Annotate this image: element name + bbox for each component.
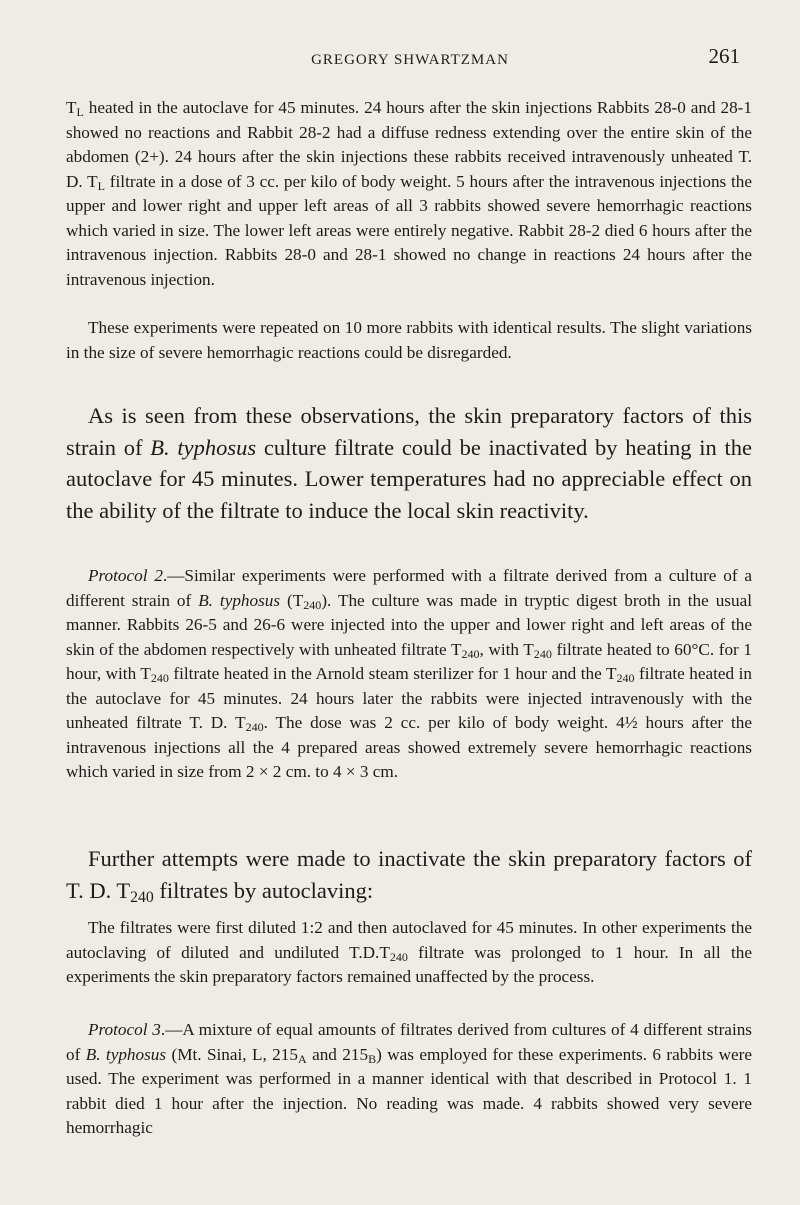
paragraph-further-attempts: Further attempts were made to inactivate the skin preparatory factors of T. D. $T_{240}$ filtrates by autoclaving: (66, 846, 752, 906)
paragraph-protocol-2: Protocol 2.—Similar experiments were performed with a filtrate derived from a culture of a different strain of B. typhosus $(T_{240})$. The culture was made in tryptic digest broth in the usual manner. Rabbits 26-5 and 26-6 were injected into the upper and lower right and left areas of the skin of the abdomen respectively with unheated filtrate $T_{240}$, with $T_{240}$ filtrate heated to 60°C. for 1 hour, with $T_{240}$ filtrate heated in the Arnold steam sterilizer for 1 hour and the $T_{240}$ filtrate heated in the autoclave for 45 minutes. 24 hours later the rabbits were injected intravenously with the unheated filtrate T. D. $T_{240}$. The dose was 2 cc. per kilo of body weight. 4½ hours after the intravenous injections all the 4 prepared areas showed extremely severe hemorrhagic reactions which varied in size from 2 × 2 cm. to 4 × 3 cm. (66, 566, 753, 781)
paragraph-repeated-experiments: These experiments were repeated on 10 more rabbits with identical results. The slight variations in the size of severe hemorrhagic reactions could be disregarded. (66, 318, 752, 362)
page-number: 261 (708, 44, 740, 68)
page-header (0, 44, 800, 76)
protocol-label: Protocol 2 (88, 566, 163, 585)
running-head: GREGORY SHWARTZMAN (311, 52, 509, 68)
paragraph-protocol1-continuation: $T_L$ heated in the autoclave for 45 minutes. 24 hours after the skin injections Rabbits 28-0 and 28-1 showed no reactions and Rabbit 28-2 had a diffuse redness extending over the entire skin of the abdomen (2+). 24 hours after the skin injections these rabbits received intravenously unheated T. D. $T_L$ filtrate in a dose of 3 cc. per kilo of body weight. 5 hours after the intravenous injections the upper and lower right and upper left areas of all 3 rabbits showed severe hemorrhagic reactions which varied in size. The lower left areas were entirely negative. Rabbit 28-2 died 6 hours after the intravenous injection. Rabbits 28-0 and 28-1 showed no change in reactions 24 hours after the intravenous injection. (66, 98, 752, 289)
protocol-label: Protocol 3 (88, 1020, 161, 1039)
paragraph-protocol-3: Protocol 3.—A mixture of equal amounts of filtrates derived from cultures of 4 different strains of B. typhosus (Mt. Sinai, L, $215_A$ and $215_B$) was employed for these experiments. 6 rabbits were used. The experiment was performed in a manner identical with that described in Protocol 1. 1 rabbit died 1 hour after the injection. No reading was made. 4 rabbits showed very severe hemorrhagic (66, 1020, 752, 1137)
paragraph-dilution-experiments: The filtrates were first diluted 1:2 and then autoclaved for 45 minutes. In other experiments the autoclaving of diluted and undiluted $T.D.T_{240}$ filtrate was prolonged to 1 hour. In all the experiments the skin preparatory factors remained unaffected by the process. (66, 918, 752, 986)
paragraph-observation-summary: As is seen from these observations, the skin preparatory factors of this strain of B. typhosus culture filtrate could be inactivated by heating in the autoclave for 45 minutes. Lower temperatures had no appreciable effect on the ability of the filtrate to induce the local skin reactivity. (66, 403, 752, 523)
